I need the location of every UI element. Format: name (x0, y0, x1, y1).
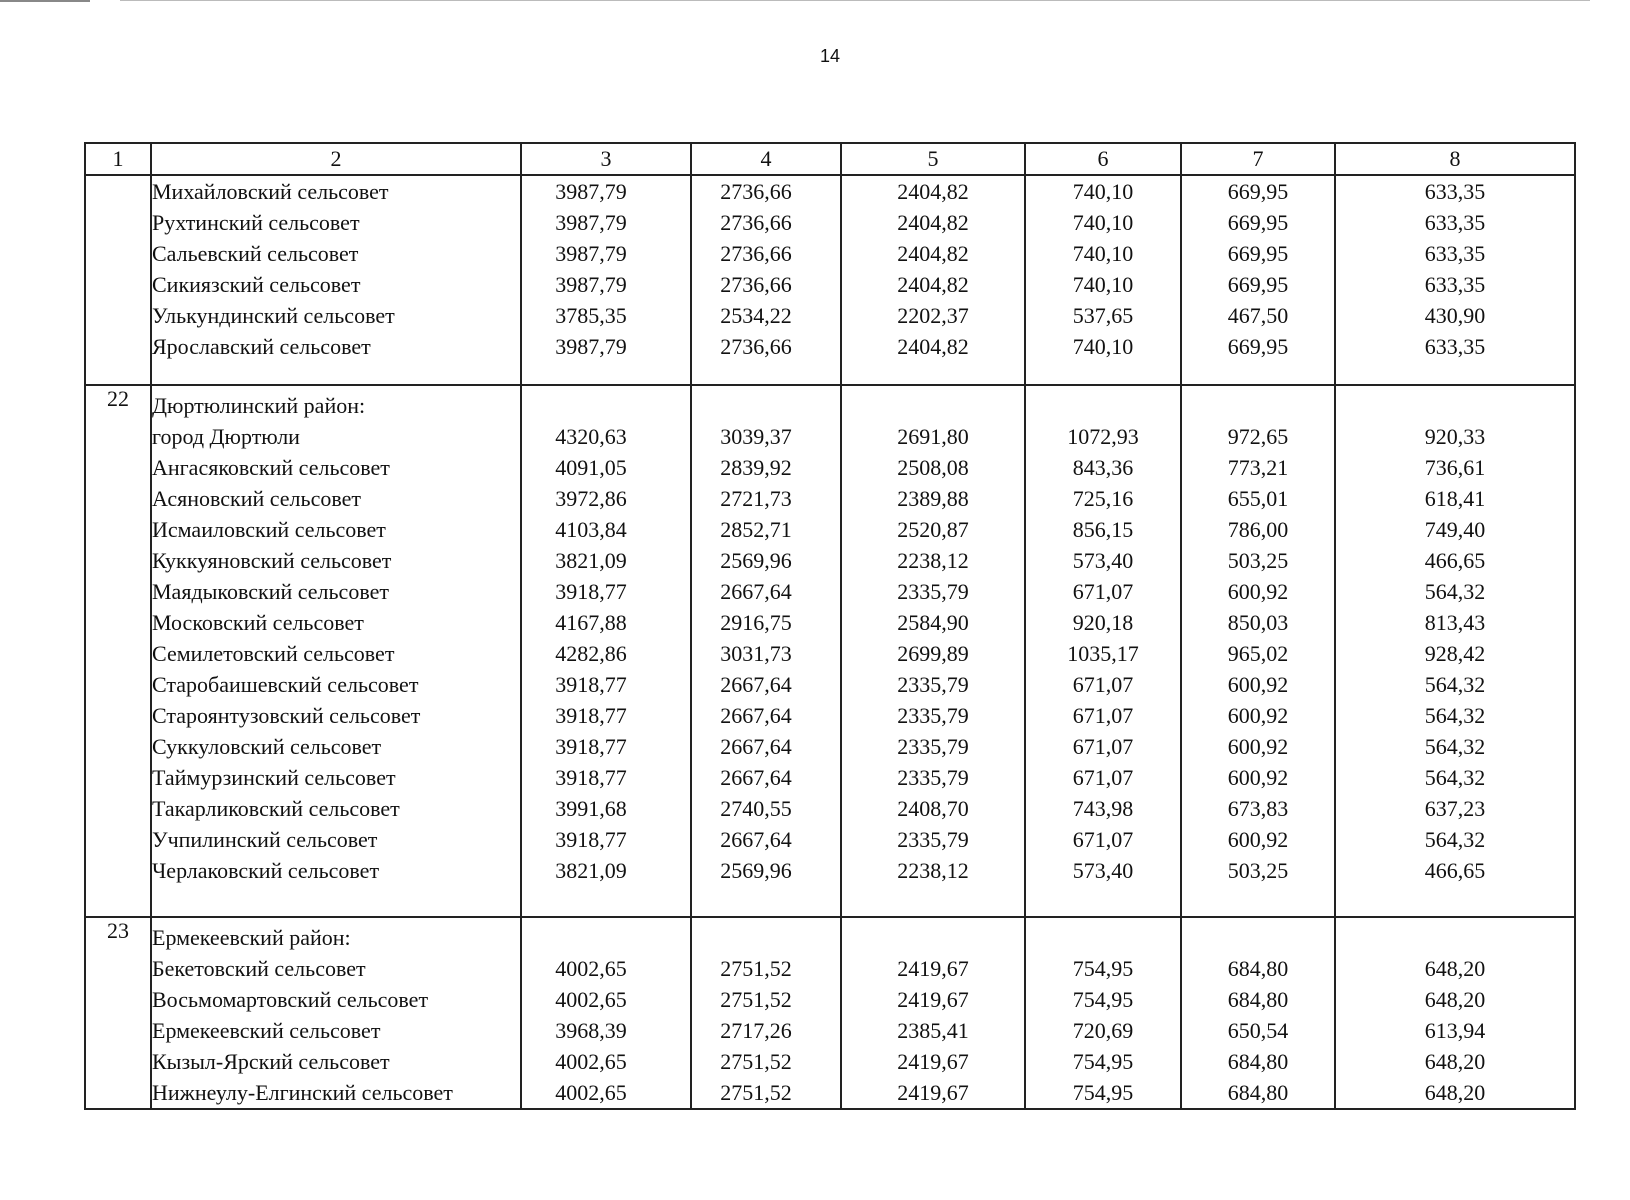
value-cell: 754,95 (1072, 987, 1134, 1012)
value-cell: 503,25 (1227, 548, 1289, 573)
municipality-names-cell (151, 917, 521, 1109)
value-column-6 (1025, 175, 1181, 385)
value-cell: 4002,65 (555, 987, 627, 1012)
value-cell: 813,43 (1424, 610, 1486, 635)
spacer (692, 386, 820, 421)
value-cell: 972,65 (1227, 424, 1289, 449)
value-cell: 633,35 (1424, 210, 1486, 235)
value-cell: 2751,52 (720, 987, 792, 1012)
municipality-name: Ярославский сельсовет (152, 334, 371, 359)
value-cell: 2667,64 (720, 734, 792, 759)
value-cell: 749,40 (1424, 517, 1486, 542)
value-cell: 754,95 (1072, 1049, 1134, 1074)
value-cell: 2584,90 (897, 610, 969, 635)
value-cell: 2751,52 (720, 1080, 792, 1105)
value-cell: 573,40 (1072, 858, 1134, 883)
value-column-8 (1335, 917, 1575, 1109)
value-column-8 (1335, 175, 1575, 385)
municipality-name: Восьмомартовский сельсовет (152, 987, 429, 1012)
value-column-7 (1181, 175, 1335, 385)
value-cell: 648,20 (1424, 1080, 1486, 1105)
municipality-name: Нижнеулу-Елгинский сельсовет (152, 1080, 453, 1105)
value-cell: 600,92 (1227, 579, 1289, 604)
municipality-name: Михайловский сельсовет (152, 179, 389, 204)
value-cell: 2736,66 (720, 241, 792, 266)
value-cell: 2852,71 (720, 517, 792, 542)
value-cell: 600,92 (1227, 672, 1289, 697)
value-cell: 3918,77 (555, 672, 627, 697)
value-cell: 2389,88 (897, 486, 969, 511)
header-cell: 4 (691, 143, 841, 175)
value-cell: 3821,09 (555, 548, 627, 573)
value-cell: 671,07 (1072, 734, 1134, 759)
value-cell: 2667,64 (720, 703, 792, 728)
value-cell: 2667,64 (720, 827, 792, 852)
municipality-name: Куккуяновский сельсовет (152, 548, 392, 573)
value-cell: 648,20 (1424, 956, 1486, 981)
municipality-name: Такарликовский сельсовет (152, 796, 400, 821)
value-cell: 3972,86 (555, 486, 627, 511)
municipality-name: Московский сельсовет (152, 610, 364, 635)
header-cell: 5 (841, 143, 1025, 175)
value-cell: 2569,96 (720, 858, 792, 883)
spacer (1026, 918, 1180, 953)
value-cell: 2404,82 (897, 179, 969, 204)
value-cell: 2534,22 (720, 303, 792, 328)
value-cell: 3987,79 (555, 179, 627, 204)
value-cell: 740,10 (1072, 272, 1134, 297)
value-cell: 736,61 (1424, 455, 1486, 480)
column-number-header (85, 143, 1575, 175)
value-cell: 2717,26 (720, 1018, 792, 1043)
scan-edge-line (120, 0, 1590, 1)
value-cell: 684,80 (1227, 956, 1289, 981)
row-number: 23 (85, 917, 151, 1109)
value-cell: 600,92 (1227, 734, 1289, 759)
value-cell: 3987,79 (555, 210, 627, 235)
value-cell: 2736,66 (720, 179, 792, 204)
municipality-name: Старобаишевский сельсовет (152, 672, 419, 697)
value-cell: 920,33 (1424, 424, 1486, 449)
municipality-name: Асяновский сельсовет (152, 486, 361, 511)
value-cell: 633,35 (1424, 272, 1486, 297)
municipality-name: Таймурзинский сельсовет (152, 765, 396, 790)
value-cell: 4167,88 (555, 610, 627, 635)
header-cell: 7 (1181, 143, 1335, 175)
value-cell: 4002,65 (555, 1049, 627, 1074)
value-cell: 2667,64 (720, 672, 792, 697)
value-cell: 740,10 (1072, 210, 1134, 235)
value-cell: 3918,77 (555, 765, 627, 790)
header-cell: 1 (85, 143, 151, 175)
value-cell: 1035,17 (1067, 641, 1139, 666)
value-cell: 669,95 (1227, 241, 1289, 266)
spacer (842, 386, 1024, 421)
municipality-name: Черлаковский сельсовет (152, 858, 380, 883)
value-cell: 2419,67 (897, 956, 969, 981)
value-column-4 (691, 385, 841, 917)
value-cell: 671,07 (1072, 703, 1134, 728)
municipality-name: Маядыковский сельсовет (152, 579, 389, 604)
value-cell: 3918,77 (555, 579, 627, 604)
header-cell: 2 (151, 143, 521, 175)
value-cell: 618,41 (1424, 486, 1486, 511)
value-cell: 613,94 (1424, 1018, 1486, 1043)
value-cell: 669,95 (1227, 179, 1289, 204)
value-cell: 2691,80 (897, 424, 969, 449)
district-title: Ермекеевский район: (152, 925, 351, 950)
value-cell: 3991,68 (555, 796, 627, 821)
value-cell: 4103,84 (555, 517, 627, 542)
value-column-5 (841, 385, 1025, 917)
value-cell: 671,07 (1072, 579, 1134, 604)
value-column-3 (521, 175, 691, 385)
value-cell: 633,35 (1424, 334, 1486, 359)
value-cell: 2238,12 (897, 858, 969, 883)
value-cell: 2419,67 (897, 1049, 969, 1074)
municipality-name: Суккуловский сельсовет (152, 734, 382, 759)
value-cell: 2335,79 (897, 734, 969, 759)
municipality-name: Рухтинский сельсовет (152, 210, 360, 235)
value-cell: 850,03 (1227, 610, 1289, 635)
value-cell: 2721,73 (720, 486, 792, 511)
value-cell: 3031,73 (720, 641, 792, 666)
value-cell: 2667,64 (720, 765, 792, 790)
municipality-name: Семилетовский сельсовет (152, 641, 395, 666)
value-cell: 2419,67 (897, 1080, 969, 1105)
value-cell: 2335,79 (897, 579, 969, 604)
value-cell: 2751,52 (720, 956, 792, 981)
municipality-name: город Дюртюли (152, 424, 300, 449)
value-cell: 466,65 (1424, 858, 1486, 883)
value-cell: 2667,64 (720, 579, 792, 604)
value-column-6 (1025, 917, 1181, 1109)
value-cell: 671,07 (1072, 827, 1134, 852)
value-column-7 (1181, 917, 1335, 1109)
spacer (522, 386, 660, 421)
municipality-name: Сикиязский сельсовет (152, 272, 361, 297)
value-cell: 843,36 (1072, 455, 1134, 480)
value-cell: 856,15 (1072, 517, 1134, 542)
value-column-3 (521, 917, 691, 1109)
municipality-name: Сальевский сельсовет (152, 241, 359, 266)
spacer (692, 918, 820, 953)
spacer (842, 918, 1024, 953)
header-cell: 3 (521, 143, 691, 175)
value-cell: 669,95 (1227, 210, 1289, 235)
value-cell: 564,32 (1424, 765, 1486, 790)
header-cell: 8 (1335, 143, 1575, 175)
value-column-3 (521, 385, 691, 917)
spacer (1026, 386, 1180, 421)
value-cell: 2404,82 (897, 334, 969, 359)
spacer (1336, 386, 1574, 421)
table-row-group (85, 175, 1575, 385)
value-cell: 564,32 (1424, 703, 1486, 728)
value-cell: 725,16 (1072, 486, 1134, 511)
value-cell: 600,92 (1227, 765, 1289, 790)
spacer (522, 918, 660, 953)
value-cell: 2404,82 (897, 210, 969, 235)
value-cell: 754,95 (1072, 956, 1134, 981)
value-cell: 2404,82 (897, 241, 969, 266)
value-cell: 2736,66 (720, 272, 792, 297)
value-cell: 633,35 (1424, 241, 1486, 266)
value-cell: 2740,55 (720, 796, 792, 821)
value-cell: 600,92 (1227, 703, 1289, 728)
value-cell: 2736,66 (720, 334, 792, 359)
value-cell: 740,10 (1072, 241, 1134, 266)
value-cell: 786,00 (1227, 517, 1289, 542)
value-cell: 2238,12 (897, 548, 969, 573)
value-column-8 (1335, 385, 1575, 917)
municipality-name: Исмаиловский сельсовет (152, 517, 386, 542)
value-cell: 3918,77 (555, 703, 627, 728)
spacer (1182, 386, 1334, 421)
value-cell: 928,42 (1424, 641, 1486, 666)
value-cell: 2569,96 (720, 548, 792, 573)
value-cell: 3821,09 (555, 858, 627, 883)
value-column-5 (841, 175, 1025, 385)
row-number (85, 175, 151, 385)
spacer (1182, 918, 1334, 953)
table-row-group (85, 385, 1575, 917)
value-cell: 3918,77 (555, 827, 627, 852)
value-cell: 740,10 (1072, 179, 1134, 204)
value-cell: 2404,82 (897, 272, 969, 297)
value-cell: 430,90 (1424, 303, 1486, 328)
municipality-names-cell (151, 175, 521, 385)
value-cell: 573,40 (1072, 548, 1134, 573)
value-cell: 564,32 (1424, 827, 1486, 852)
spacer (1336, 918, 1574, 953)
value-cell: 2520,87 (897, 517, 969, 542)
value-cell: 669,95 (1227, 334, 1289, 359)
value-cell: 3785,35 (555, 303, 627, 328)
value-cell: 648,20 (1424, 987, 1486, 1012)
value-cell: 3987,79 (555, 241, 627, 266)
value-cell: 4002,65 (555, 1080, 627, 1105)
value-cell: 2335,79 (897, 672, 969, 697)
value-cell: 673,83 (1227, 796, 1289, 821)
value-cell: 684,80 (1227, 987, 1289, 1012)
value-cell: 600,92 (1227, 827, 1289, 852)
value-cell: 3968,39 (555, 1018, 627, 1043)
value-cell: 564,32 (1424, 579, 1486, 604)
value-cell: 4091,05 (555, 455, 627, 480)
table-row-group (85, 917, 1575, 1109)
value-cell: 2751,52 (720, 1049, 792, 1074)
value-cell: 564,32 (1424, 734, 1486, 759)
value-cell: 773,21 (1227, 455, 1289, 480)
district-title: Дюртюлинский район: (152, 393, 366, 418)
municipality-name: Ангасяковский сельсовет (152, 455, 390, 480)
value-column-5 (841, 917, 1025, 1109)
municipality-name: Ермекеевский сельсовет (152, 1018, 381, 1043)
value-cell: 2916,75 (720, 610, 792, 635)
value-cell: 920,18 (1072, 610, 1134, 635)
value-cell: 2699,89 (897, 641, 969, 666)
value-cell: 4282,86 (555, 641, 627, 666)
value-cell: 2508,08 (897, 455, 969, 480)
municipality-name: Кызыл-Ярский сельсовет (152, 1049, 390, 1074)
value-cell: 684,80 (1227, 1049, 1289, 1074)
municipality-name: Староянтузовский сельсовет (152, 703, 421, 728)
page-number: 14 (819, 46, 841, 66)
value-cell: 655,01 (1227, 486, 1289, 511)
value-cell: 3918,77 (555, 734, 627, 759)
municipality-name: Учпилинский сельсовет (152, 827, 378, 852)
value-cell: 2736,66 (720, 210, 792, 235)
value-cell: 671,07 (1072, 672, 1134, 697)
value-cell: 2335,79 (897, 827, 969, 852)
value-cell: 720,69 (1072, 1018, 1134, 1043)
value-cell: 3987,79 (555, 334, 627, 359)
value-cell: 4002,65 (555, 956, 627, 981)
value-cell: 684,80 (1227, 1080, 1289, 1105)
value-cell: 671,07 (1072, 765, 1134, 790)
value-cell: 743,98 (1072, 796, 1134, 821)
value-column-4 (691, 175, 841, 385)
value-cell: 650,54 (1227, 1018, 1289, 1043)
value-cell: 4320,63 (555, 424, 627, 449)
value-column-4 (691, 917, 841, 1109)
value-cell: 2202,37 (897, 303, 969, 328)
value-cell: 503,25 (1227, 858, 1289, 883)
value-cell: 2335,79 (897, 765, 969, 790)
value-cell: 1072,93 (1067, 424, 1139, 449)
municipality-name: Улькундинский сельсовет (152, 303, 395, 328)
value-cell: 2408,70 (897, 796, 969, 821)
value-cell: 2839,92 (720, 455, 792, 480)
value-cell: 633,35 (1424, 179, 1486, 204)
value-cell: 466,65 (1424, 548, 1486, 573)
value-cell: 669,95 (1227, 272, 1289, 297)
value-cell: 637,23 (1424, 796, 1486, 821)
value-cell: 467,50 (1227, 303, 1289, 328)
value-cell: 3987,79 (555, 272, 627, 297)
municipality-name: Бекетовский сельсовет (152, 956, 366, 981)
value-cell: 564,32 (1424, 672, 1486, 697)
municipality-names-cell (151, 385, 521, 917)
row-number: 22 (85, 385, 151, 917)
value-column-7 (1181, 385, 1335, 917)
value-column-6 (1025, 385, 1181, 917)
value-cell: 965,02 (1227, 641, 1289, 666)
value-cell: 537,65 (1072, 303, 1134, 328)
value-cell: 2385,41 (897, 1018, 969, 1043)
scan-edge-line (0, 0, 90, 2)
value-cell: 740,10 (1072, 334, 1134, 359)
value-cell: 3039,37 (720, 424, 792, 449)
value-cell: 754,95 (1072, 1080, 1134, 1105)
table-body (85, 175, 1575, 1109)
value-cell: 648,20 (1424, 1049, 1486, 1074)
header-cell: 6 (1025, 143, 1181, 175)
value-cell: 2335,79 (897, 703, 969, 728)
tariff-table (84, 142, 1576, 1110)
value-cell: 2419,67 (897, 987, 969, 1012)
